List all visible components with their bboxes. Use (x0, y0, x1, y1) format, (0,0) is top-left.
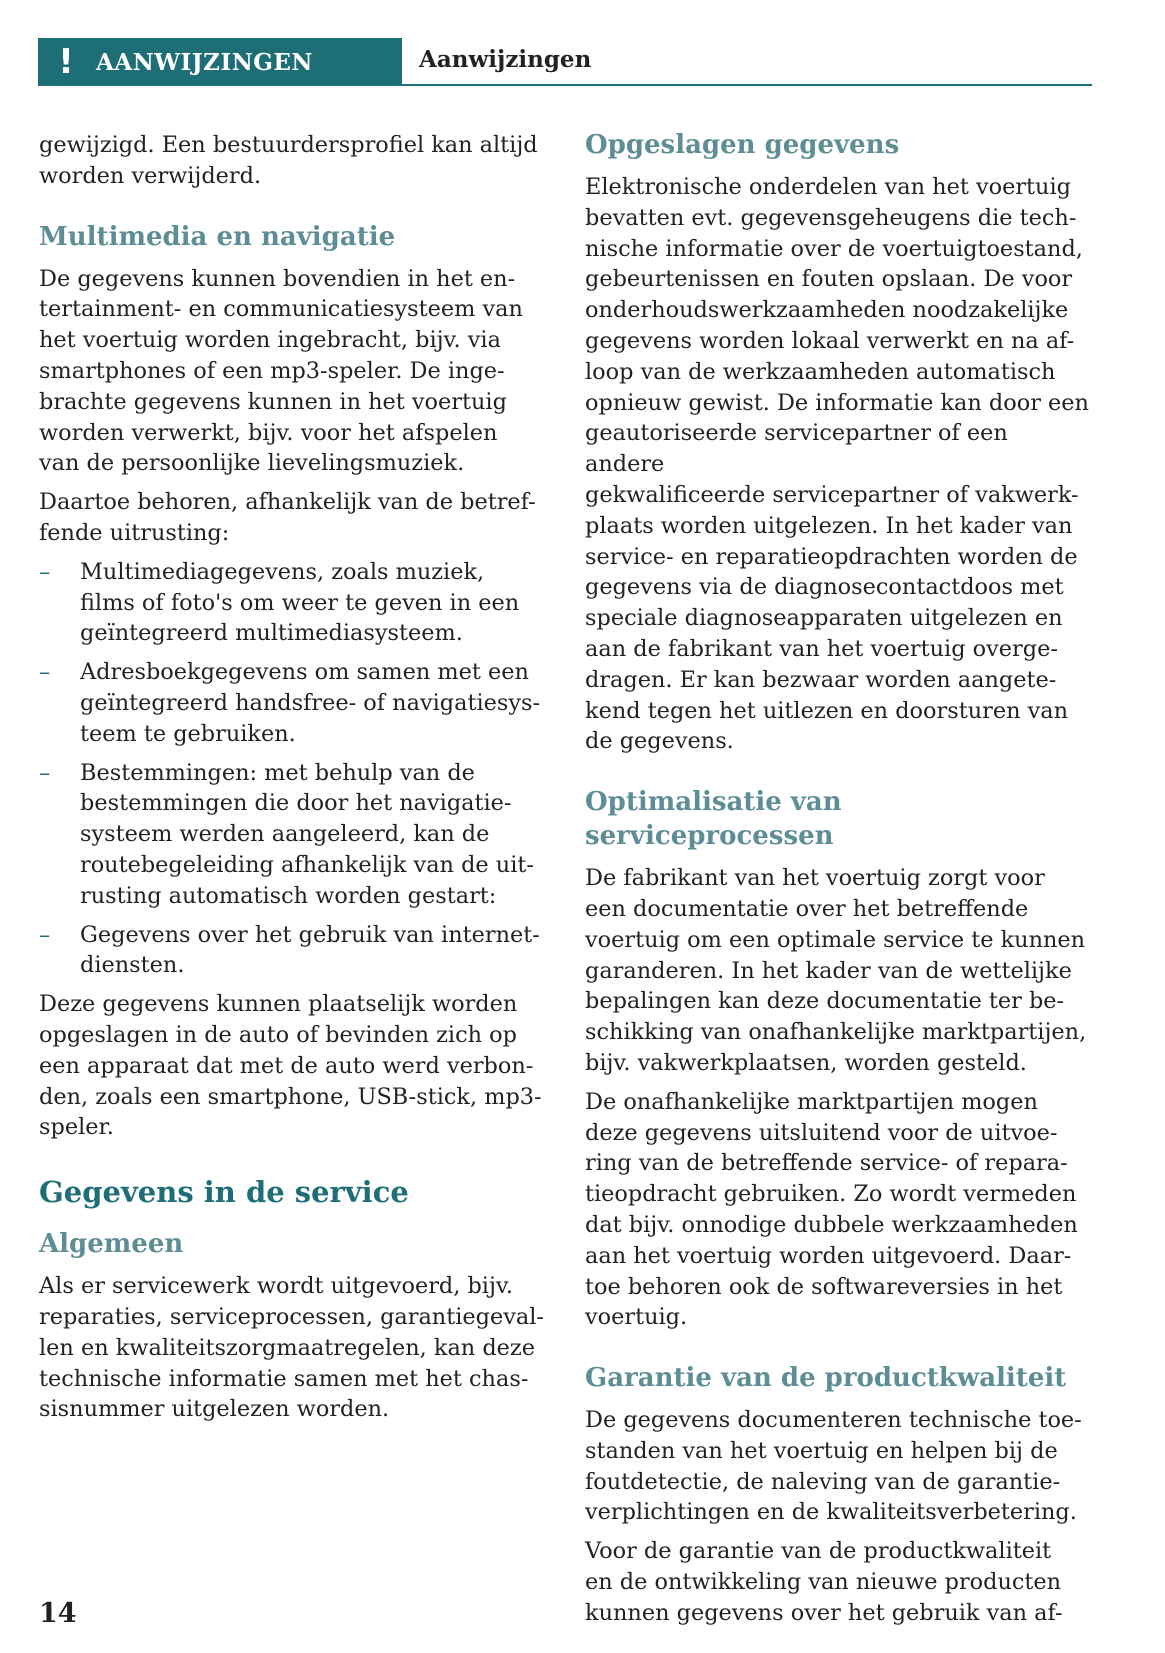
right-column (585, 128, 1090, 1637)
algemeen-heading: Algemeen (39, 1229, 184, 1260)
multimedia-heading: Multimedia en navigatie (39, 221, 396, 252)
intro-paragraph: gewijzigd. Een bestuurdersprofiel kan altijd worden verwijderd. (39, 132, 538, 189)
list-item (39, 758, 544, 912)
list-item-text: Bestemmingen: met behulp van de bestemmingen die door het navigatie- systeem werden aangeleerd, kan de routebegeleiding afhankelijk van de uit- rusting automatisch worden gestart: (80, 759, 534, 909)
left-column (39, 130, 544, 1433)
list-item-text: Gegevens over het gebruik van internet- diensten. (80, 921, 540, 979)
chapter-title: Aanwijzingen (419, 46, 592, 73)
multimedia-list (39, 557, 544, 981)
dash-marker: – (39, 558, 51, 585)
opgeslagen-heading: Opgeslagen gegevens (585, 130, 900, 160)
list-item (39, 920, 544, 982)
garantie-heading: Garantie van de productkwaliteit (585, 1363, 1067, 1394)
page-number: 14 (39, 1598, 77, 1629)
multimedia-paragraph-2: Daartoe behoren, afhankelijk van de betref- fende uitrusting: (39, 489, 536, 546)
list-item-text: Adresboekgegevens om samen met een geïntegreerd handsfree- of navigatiesys- teem te gebruiken. (80, 659, 541, 747)
list-item (39, 657, 544, 749)
multimedia-paragraph-1: De gegevens kunnen bovendien in het en- tertainment- en communicatiesysteem van het voertuig worden ingebracht, bijv. via smartphones of een mp3-speler. De inge- brachte gegevens kunnen in het voertuig worden verwerkt, bijv. voor het afspelen van de persoonlijke lievelingsmuziek. (39, 265, 523, 477)
dash-marker: – (39, 921, 51, 948)
dash-marker: – (39, 759, 51, 786)
algemeen-paragraph: Als er servicewerk wordt uitgevoerd, bijv. reparaties, serviceprocessen, garantiegeval- len en kwaliteitszorgmaatregelen, kan deze technische informatie samen met het chas- sisnummer uitgelezen worden. (39, 1273, 544, 1423)
opgeslagen-paragraph: Elektronische onderdelen van het voertuig bevatten evt. gegevensgeheugens die tech- nische informatie over de voertuigtoestand, gebeurtenissen en fouten opslaan. De voor onderhoudswerkzaamheden noodzakelijke gegevens worden lokaal verwerkt en na af- loop van de werkzaamheden automatisch opnieuw gewist. De informatie kan door een geautoriseerde servicepartner of een andere gekwalificeerde servicepartner of vakwerk- plaats worden uitgelezen. In het kader van service- en reparatieopdrachten worden de gegevens via de diagnosecontactdoos met speciale diagnoseapparaten uitgelezen en aan de fabrikant van het voertuig overge- dragen. Er kan bezwaar worden aangete- kend tegen het uitlezen en doorsturen van de gegevens. (585, 174, 1089, 755)
list-item (39, 557, 544, 649)
optimalisatie-paragraph-1: De fabrikant van het voertuig zorgt voor een documentatie over het betreffende voertuig om een optimale service te kunnen garanderen. In het kader van de wettelijke bepalingen kan deze documentatie ter be- schikking van onafhankelijke marktpartijen, bijv. vakwerkplaatsen, worden gesteld. (585, 865, 1087, 1076)
section-tab (38, 38, 402, 86)
dash-marker: – (39, 659, 51, 686)
section-tab-label: AANWIJZINGEN (96, 48, 313, 76)
page-header (38, 38, 1092, 86)
garantie-paragraph-2: Voor de garantie van de productkwaliteit en de ontwikkeling van nieuwe producten kunnen gegevens over het gebruik van af- (585, 1538, 1063, 1626)
list-item-text: Multimediagegevens, zoals muziek, films of foto's om weer te geven in een geïntegreerd multimediasysteem. (80, 558, 520, 647)
optimalisatie-paragraph-2: De onafhankelijke marktpartijen mogen deze gegevens uitsluitend voor de uitvoe- ring van de betreffende service- of repara- tieopdracht gebruiken. Zo wordt vermeden dat bijv. onnodige dubbele werkzaamheden aan het voertuig worden uitgevoerd. Daar- toe behoren ook de softwareversies in het voertuig. (585, 1088, 1078, 1331)
warning-icon: ! (58, 42, 74, 82)
service-heading: Gegevens in de service (39, 1175, 409, 1210)
multimedia-paragraph-3: Deze gegevens kunnen plaatselijk worden opgeslagen in de auto of bevinden zich op een apparaat dat met de auto werd verbon- den, zoals een smartphone, USB-stick, mp3- speler. (39, 991, 542, 1141)
garantie-paragraph-1: De gegevens documenteren technische toe- standen van het voertuig en helpen bij de foutdetectie, de naleving van de garantie- verplichtingen en de kwaliteitsverbetering. (585, 1407, 1082, 1526)
optimalisatie-heading: Optimalisatie van serviceprocessen (585, 787, 842, 852)
header-divider (402, 84, 1092, 86)
